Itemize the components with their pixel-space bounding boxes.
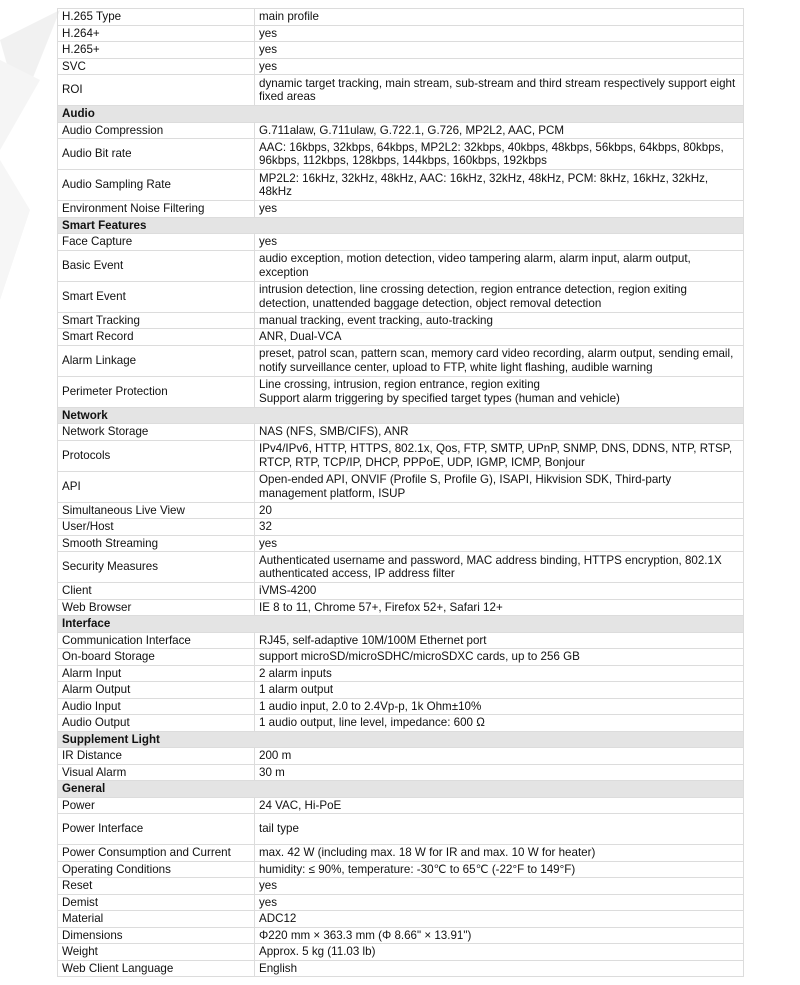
spec-label: Visual Alarm [58,764,255,781]
spec-value: yes [255,201,744,218]
spec-label: Material [58,911,255,928]
spec-label: Environment Noise Filtering [58,201,255,218]
spec-label: Client [58,583,255,600]
spec-value: 2 alarm inputs [255,665,744,682]
spec-row [58,329,744,346]
spec-label: Basic Event [58,250,255,281]
spec-value: audio exception, motion detection, video tampering alarm, alarm input, alarm output, exception [255,250,744,281]
spec-row [58,201,744,218]
section-header [58,781,744,798]
spec-label: Smart Record [58,329,255,346]
spec-label: Audio Compression [58,122,255,139]
spec-value: max. 42 W (including max. 18 W for IR and max. 10 W for heater) [255,845,744,862]
spec-row [58,281,744,312]
spec-label: Dimensions [58,927,255,944]
spec-row [58,471,744,502]
spec-row [58,75,744,106]
spec-row [58,944,744,961]
spec-label: H.265+ [58,42,255,59]
spec-value: ADC12 [255,911,744,928]
spec-row [58,797,744,814]
spec-value: yes [255,878,744,895]
spec-label: Audio Output [58,715,255,732]
spec-label: Alarm Input [58,665,255,682]
spec-label: Weight [58,944,255,961]
spec-table [57,8,744,977]
spec-value: support microSD/microSDHC/microSDXC cards, up to 256 GB [255,649,744,666]
spec-value: IPv4/IPv6, HTTP, HTTPS, 802.1x, Qos, FTP, SMTP, UPnP, SNMP, DNS, DDNS, NTP, RTSP, RTCP, RTP, TCP/IP, DHCP, PPPoE, UDP, IGMP, ICMP, Bonjour [255,440,744,471]
spec-value: humidity: ≤ 90%, temperature: -30℃ to 65℃ (-22°F to 149°F) [255,861,744,878]
spec-row [58,583,744,600]
spec-value: Open-ended API, ONVIF (Profile S, Profile G), ISAPI, Hikvision SDK, Third-party management platform, ISUP [255,471,744,502]
section-title: Audio [58,106,744,123]
section-title: Supplement Light [58,731,744,748]
spec-value: Line crossing, intrusion, region entrance, region exiting Support alarm triggering by specified target types (human and vehicle) [255,376,744,407]
spec-row [58,927,744,944]
section-header [58,217,744,234]
spec-label: H.265 Type [58,9,255,26]
spec-label: Simultaneous Live View [58,502,255,519]
spec-label: Smart Event [58,281,255,312]
spec-label: Web Client Language [58,960,255,977]
spec-value: MP2L2: 16kHz, 32kHz, 48kHz, AAC: 16kHz, 32kHz, 48kHz, PCM: 8kHz, 16kHz, 32kHz, 48kHz [255,170,744,201]
section-title: General [58,781,744,798]
spec-row [58,139,744,170]
spec-label: Audio Sampling Rate [58,170,255,201]
spec-value: yes [255,535,744,552]
spec-label: Demist [58,894,255,911]
spec-row [58,234,744,251]
spec-value: 200 m [255,748,744,765]
spec-row [58,345,744,376]
spec-label: Security Measures [58,552,255,583]
spec-value: 1 alarm output [255,682,744,699]
spec-label: Reset [58,878,255,895]
spec-row [58,861,744,878]
spec-value: Approx. 5 kg (11.03 lb) [255,944,744,961]
spec-value: tail type [255,814,744,845]
spec-value: manual tracking, event tracking, auto-tracking [255,312,744,329]
spec-row [58,25,744,42]
spec-label: Power Consumption and Current [58,845,255,862]
spec-row [58,122,744,139]
section-header [58,407,744,424]
spec-value: IE 8 to 11, Chrome 57+, Firefox 52+, Safari 12+ [255,599,744,616]
spec-row [58,312,744,329]
spec-row [58,250,744,281]
spec-row [58,424,744,441]
spec-row [58,9,744,26]
spec-value: dynamic target tracking, main stream, sub-stream and third stream respectively support eight fixed areas [255,75,744,106]
spec-value: 32 [255,519,744,536]
spec-label: ROI [58,75,255,106]
spec-row [58,715,744,732]
spec-row [58,894,744,911]
spec-row [58,748,744,765]
section-header [58,106,744,123]
spec-label: Face Capture [58,234,255,251]
spec-value: yes [255,25,744,42]
spec-value: AAC: 16kbps, 32kbps, 64kbps, MP2L2: 32kbps, 40kbps, 48kbps, 56kbps, 64kbps, 80kbps, 96kbps, 112kbps, 128kbps, 144kbps, 160kbps, 192kbps [255,139,744,170]
spec-row [58,170,744,201]
spec-label: IR Distance [58,748,255,765]
spec-value: iVMS-4200 [255,583,744,600]
spec-label: Web Browser [58,599,255,616]
spec-label: Alarm Linkage [58,345,255,376]
spec-row [58,698,744,715]
spec-label: Protocols [58,440,255,471]
spec-value: intrusion detection, line crossing detection, region entrance detection, region exiting detection, unattended baggage detection, object removal detection [255,281,744,312]
spec-row [58,845,744,862]
section-title: Interface [58,616,744,633]
spec-value: Φ220 mm × 363.3 mm (Φ 8.66" × 13.91") [255,927,744,944]
spec-row [58,376,744,407]
spec-value: English [255,960,744,977]
spec-label: H.264+ [58,25,255,42]
spec-label: User/Host [58,519,255,536]
section-header [58,616,744,633]
spec-value: ANR, Dual-VCA [255,329,744,346]
spec-row [58,599,744,616]
spec-label: API [58,471,255,502]
spec-row [58,58,744,75]
spec-label: On-board Storage [58,649,255,666]
spec-row [58,682,744,699]
spec-label: Operating Conditions [58,861,255,878]
spec-label: Smart Tracking [58,312,255,329]
spec-label: Communication Interface [58,632,255,649]
spec-value: 1 audio output, line level, impedance: 600 Ω [255,715,744,732]
spec-row [58,960,744,977]
spec-label: Audio Bit rate [58,139,255,170]
spec-label: Alarm Output [58,682,255,699]
spec-value: yes [255,42,744,59]
spec-label: Audio Input [58,698,255,715]
spec-value: 30 m [255,764,744,781]
spec-value: NAS (NFS, SMB/CIFS), ANR [255,424,744,441]
spec-value: main profile [255,9,744,26]
spec-value: yes [255,58,744,75]
spec-row [58,814,744,845]
spec-row [58,535,744,552]
spec-value: preset, patrol scan, pattern scan, memory card video recording, alarm output, sending email, notify surveillance center, upload to FTP, white light flashing, audible warning [255,345,744,376]
spec-row [58,42,744,59]
spec-row [58,665,744,682]
spec-value: 20 [255,502,744,519]
section-title: Smart Features [58,217,744,234]
spec-label: Power [58,797,255,814]
spec-value: RJ45, self-adaptive 10M/100M Ethernet port [255,632,744,649]
spec-label: SVC [58,58,255,75]
spec-row [58,878,744,895]
spec-value: yes [255,894,744,911]
spec-row [58,519,744,536]
spec-label: Perimeter Protection [58,376,255,407]
spec-value: G.711alaw, G.711ulaw, G.722.1, G.726, MP2L2, AAC, PCM [255,122,744,139]
section-title: Network [58,407,744,424]
spec-row [58,632,744,649]
spec-label: Smooth Streaming [58,535,255,552]
spec-value: yes [255,234,744,251]
spec-label: Power Interface [58,814,255,845]
spec-label: Network Storage [58,424,255,441]
spec-value: 24 VAC, Hi-PoE [255,797,744,814]
spec-row [58,764,744,781]
spec-row [58,911,744,928]
spec-row [58,440,744,471]
section-header [58,731,744,748]
spec-value: Authenticated username and password, MAC address binding, HTTPS encryption, 802.1X authenticated access, IP address filter [255,552,744,583]
spec-row [58,502,744,519]
spec-value: 1 audio input, 2.0 to 2.4Vp-p, 1k Ohm±10% [255,698,744,715]
spec-row [58,552,744,583]
spec-row [58,649,744,666]
